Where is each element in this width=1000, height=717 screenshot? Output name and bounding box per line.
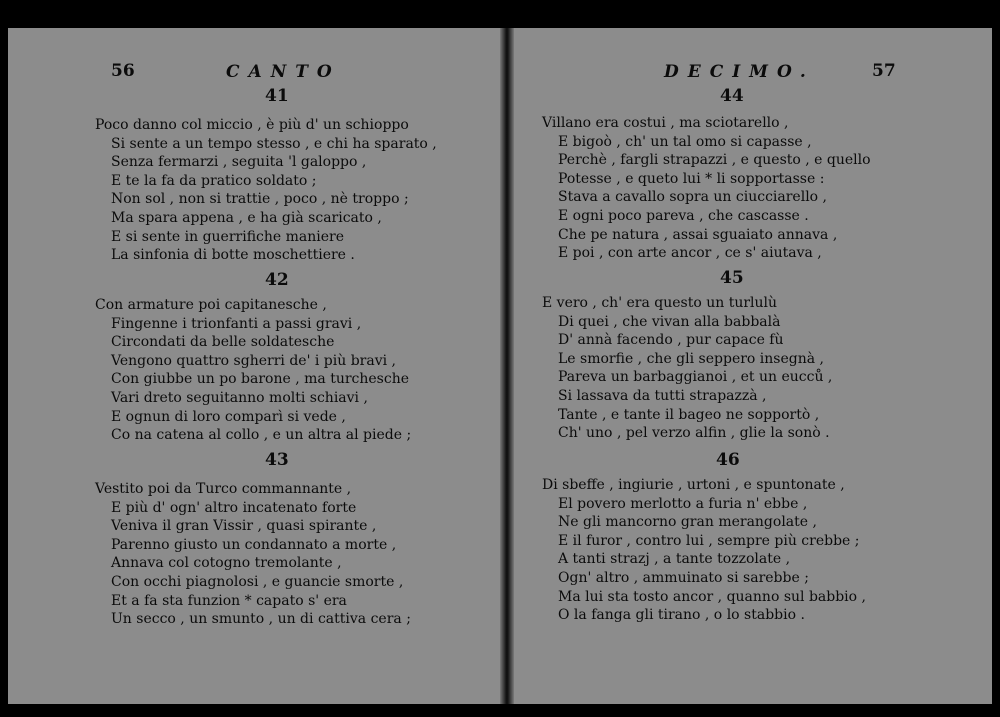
verse-line: Si sente a un tempo stesso , e chi ha sparato , xyxy=(111,135,437,152)
verse-line: E si sente in guerrifiche maniere xyxy=(111,228,345,245)
stanza-number-46: 46 xyxy=(716,450,740,470)
stanza-45 xyxy=(542,294,832,443)
verse-line: Vestito poi da Turco commannante , xyxy=(95,481,352,497)
verse-line: A tanti strazj , a tante tozzolate , xyxy=(558,551,791,568)
stanza-number-45: 45 xyxy=(720,268,744,288)
verse-line: Non sol , non si trattie , poco , nè troppo ; xyxy=(111,191,409,208)
verse-line: Stava a cavallo sopra un ciucciarello , xyxy=(558,189,827,206)
book-gutter xyxy=(500,28,514,704)
verse-line: Poco danno col miccio , è più d' un schioppo xyxy=(95,117,409,133)
verse-line: Potesse , e queto lui * li sopportasse : xyxy=(558,170,825,187)
verse-line: Et a fa sta funzion * capato s' era xyxy=(111,592,347,609)
running-head-left: CANTO xyxy=(226,62,341,82)
stanza-41 xyxy=(95,116,437,265)
verse-line: O la fanga gli tirano , o lo stabbio . xyxy=(558,607,805,624)
verse-line: Ma lui sta tosto ancor , quanno sul babbio , xyxy=(558,588,866,605)
page-number-left: 56 xyxy=(111,61,135,81)
verse-line: Villano era costui , ma sciotarello , xyxy=(542,115,789,131)
verse-line: E ogni poco pareva , che cascasse . xyxy=(558,207,809,224)
verse-line: Parenno giusto un condannato a morte , xyxy=(111,536,397,553)
verse-line: Co na catena al collo , e un altra al piede ; xyxy=(111,427,412,444)
verse-line: Ne gli mancorno gran merangolate , xyxy=(558,514,817,531)
stanza-44 xyxy=(542,114,871,263)
verse-line: Tante , e tante il bageo ne sopportò , xyxy=(558,406,820,423)
running-head-right: DECIMO. xyxy=(664,62,815,82)
stanza-42 xyxy=(95,296,411,445)
verse-line: Con giubbe un po barone , ma turchesche xyxy=(111,371,410,388)
verse-line: Con armature poi capitanesche , xyxy=(95,297,327,313)
stanza-46 xyxy=(542,476,866,625)
verse-line: E poi , con arte ancor , ce s' aiutava , xyxy=(558,245,822,262)
verse-line: Di quei , che vivan alla babbalà xyxy=(558,313,781,330)
verse-line: E più d' ogn' altro incatenato forte xyxy=(111,499,357,516)
verse-line: Vari dreto seguitanno molti schiavi , xyxy=(111,389,368,406)
verse-line: Circondati da belle soldatesche xyxy=(111,334,335,351)
verse-line: E bigoò , ch' un tal omo si capasse , xyxy=(558,133,812,150)
verse-line: E ognun di loro comparì si vede , xyxy=(111,408,346,425)
verse-line: Ma spara appena , e ha già scaricato , xyxy=(111,209,382,226)
verse-line: Si lassava da tutti strapazzà , xyxy=(558,387,767,404)
page-number-right: 57 xyxy=(872,61,896,81)
verse-line: Con occhi piagnolosi , e guancie smorte , xyxy=(111,573,404,590)
verse-line: E vero , ch' era questo un turlulù xyxy=(542,295,778,311)
verse-line: E il furor , contro lui , sempre più crebbe ; xyxy=(558,532,860,549)
stanza-number-44: 44 xyxy=(720,86,744,106)
verse-line: Ogn' altro , ammuinato si sarebbe ; xyxy=(558,569,809,586)
verse-line: Vengono quattro sgherri de' i più bravi , xyxy=(111,352,396,369)
stanza-number-43: 43 xyxy=(265,450,289,470)
verse-line: Un secco , un smunto , un di cattiva cera ; xyxy=(111,611,411,628)
verse-line: Senza fermarzi , seguita 'l galoppo , xyxy=(111,154,367,171)
verse-line: D' annà facendo , pur capace fù xyxy=(558,332,784,349)
verse-line: E te la fa da pratico soldato ; xyxy=(111,172,317,189)
verse-line: Di sbeffe , ingiurie , urtoni , e spuntonate , xyxy=(542,477,845,493)
verse-line: Pareva un barbaggianoi , et un eucců , xyxy=(558,369,833,386)
right-page xyxy=(514,28,992,704)
left-page xyxy=(8,28,500,704)
stanza-number-42: 42 xyxy=(265,270,289,290)
verse-line: Veniva il gran Vissir , quasi spirante , xyxy=(111,518,377,535)
verse-line: El povero merlotto a furia n' ebbe , xyxy=(558,495,808,512)
stanza-43 xyxy=(95,480,411,629)
stanza-number-41: 41 xyxy=(265,86,289,106)
verse-line: Che pe natura , assai sguaiato annava , xyxy=(558,226,838,243)
verse-line: Ch' uno , pel verzo alfin , glie la sonò . xyxy=(558,425,830,442)
verse-line: Annava col cotogno tremolante , xyxy=(111,555,342,572)
verse-line: Perchè , fargli strapazzi , e questo , e quello xyxy=(558,152,871,169)
verse-line: La sinfonia di botte moschettiere . xyxy=(111,247,355,264)
verse-line: Fingenne i trionfanti a passi gravi , xyxy=(111,315,362,332)
verse-line: Le smorfie , che gli seppero insegnà , xyxy=(558,350,824,367)
